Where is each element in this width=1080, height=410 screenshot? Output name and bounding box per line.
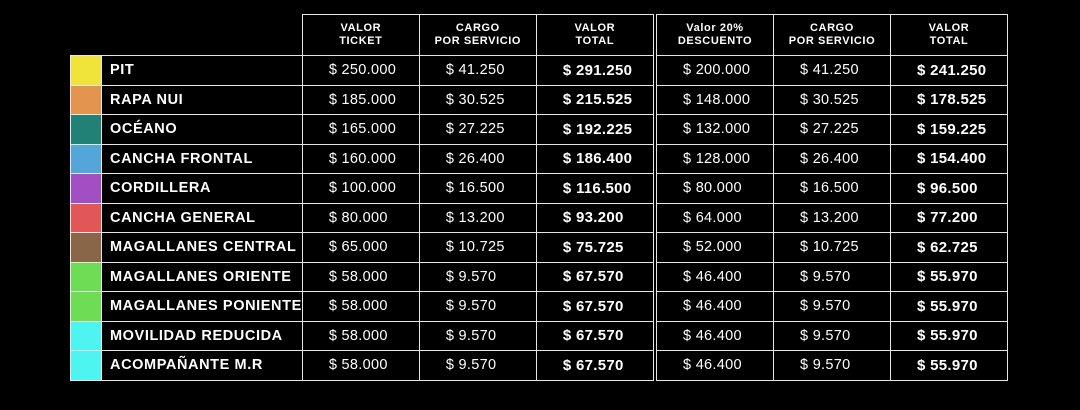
discount-price: $ 46.400 [657, 292, 774, 322]
zone-color-swatch [71, 115, 102, 145]
zone-name: CANCHA GENERAL [102, 203, 303, 233]
zone-color-swatch [71, 351, 102, 381]
price-table-left [70, 14, 654, 381]
zone-name: PIT [102, 56, 303, 86]
total-price-discount: $ 55.970 [891, 262, 1008, 292]
zone-color-swatch [71, 85, 102, 115]
total-price-discount: $ 154.400 [891, 144, 1008, 174]
service-charge-discount: $ 41.250 [774, 56, 891, 86]
service-charge-discount: $ 9.570 [774, 262, 891, 292]
table-row [71, 174, 654, 204]
total-price: $ 215.525 [536, 85, 653, 115]
discount-price: $ 46.400 [657, 262, 774, 292]
discount-price: $ 46.400 [657, 351, 774, 381]
header-valor-descuento: Valor 20% DESCUENTO [657, 15, 774, 56]
table-row [71, 56, 654, 86]
ticket-price: $ 65.000 [302, 233, 419, 263]
ticket-price: $ 250.000 [302, 56, 419, 86]
service-charge-discount: $ 27.225 [774, 115, 891, 145]
table-row [71, 292, 654, 322]
discount-price: $ 64.000 [657, 203, 774, 233]
discount-price: $ 132.000 [657, 115, 774, 145]
zone-color-swatch [71, 321, 102, 351]
ticket-price: $ 185.000 [302, 85, 419, 115]
total-price-discount: $ 55.970 [891, 351, 1008, 381]
ticket-price: $ 80.000 [302, 203, 419, 233]
discount-price: $ 80.000 [657, 174, 774, 204]
total-price: $ 291.250 [536, 56, 653, 86]
total-price-discount: $ 159.225 [891, 115, 1008, 145]
table-row [657, 144, 1008, 174]
table-row [657, 262, 1008, 292]
zone-name: MOVILIDAD REDUCIDA [102, 321, 303, 351]
table-row [71, 321, 654, 351]
table-row [71, 203, 654, 233]
total-price: $ 116.500 [536, 174, 653, 204]
ticket-price: $ 58.000 [302, 351, 419, 381]
zone-name: MAGALLANES CENTRAL [102, 233, 303, 263]
service-charge: $ 9.570 [419, 292, 536, 322]
zone-name: OCÉANO [102, 115, 303, 145]
total-price: $ 186.400 [536, 144, 653, 174]
ticket-price: $ 58.000 [302, 262, 419, 292]
service-charge: $ 13.200 [419, 203, 536, 233]
zone-name: CANCHA FRONTAL [102, 144, 303, 174]
zone-name: MAGALLANES PONIENTE [102, 292, 303, 322]
header-cargo-servicio-descuento: CARGO POR SERVICIO [774, 15, 891, 56]
zone-name: CORDILLERA [102, 174, 303, 204]
discount-price: $ 148.000 [657, 85, 774, 115]
total-price: $ 67.570 [536, 321, 653, 351]
table-row [71, 144, 654, 174]
service-charge-discount: $ 30.525 [774, 85, 891, 115]
service-charge: $ 30.525 [419, 85, 536, 115]
service-charge: $ 9.570 [419, 321, 536, 351]
header-valor-ticket: VALOR TICKET [302, 15, 419, 56]
ticket-price: $ 160.000 [302, 144, 419, 174]
header-valor-total-descuento: VALOR TOTAL [891, 15, 1008, 56]
discount-price: $ 200.000 [657, 56, 774, 86]
total-price: $ 67.570 [536, 262, 653, 292]
price-table-right [656, 14, 1008, 381]
discount-price: $ 46.400 [657, 321, 774, 351]
ticket-price: $ 165.000 [302, 115, 419, 145]
service-charge: $ 41.250 [419, 56, 536, 86]
total-price-discount: $ 62.725 [891, 233, 1008, 263]
service-charge-discount: $ 26.400 [774, 144, 891, 174]
table-row [657, 321, 1008, 351]
zone-color-swatch [71, 233, 102, 263]
service-charge: $ 10.725 [419, 233, 536, 263]
zone-color-swatch [71, 262, 102, 292]
total-price-discount: $ 241.250 [891, 56, 1008, 86]
blank-header [71, 15, 102, 56]
table-row [71, 262, 654, 292]
table-row [71, 85, 654, 115]
service-charge: $ 27.225 [419, 115, 536, 145]
service-charge-discount: $ 16.500 [774, 174, 891, 204]
header-cargo-servicio: CARGO POR SERVICIO [419, 15, 536, 56]
table-row [71, 233, 654, 263]
total-price: $ 67.570 [536, 292, 653, 322]
zone-color-swatch [71, 174, 102, 204]
total-price-discount: $ 96.500 [891, 174, 1008, 204]
total-price-discount: $ 55.970 [891, 321, 1008, 351]
table-row [657, 85, 1008, 115]
discount-price: $ 52.000 [657, 233, 774, 263]
service-charge: $ 16.500 [419, 174, 536, 204]
service-charge-discount: $ 13.200 [774, 203, 891, 233]
ticket-price: $ 58.000 [302, 292, 419, 322]
total-price-discount: $ 77.200 [891, 203, 1008, 233]
service-charge-discount: $ 9.570 [774, 321, 891, 351]
table-row [71, 115, 654, 145]
ticket-price: $ 58.000 [302, 321, 419, 351]
table-row [657, 56, 1008, 86]
table-row [71, 351, 654, 381]
header-row [657, 15, 1008, 56]
table-row [657, 351, 1008, 381]
total-price: $ 67.570 [536, 351, 653, 381]
zone-color-swatch [71, 203, 102, 233]
total-price: $ 75.725 [536, 233, 653, 263]
table-row [657, 292, 1008, 322]
service-charge: $ 9.570 [419, 262, 536, 292]
total-price-discount: $ 55.970 [891, 292, 1008, 322]
blank-header [102, 15, 303, 56]
discount-price: $ 128.000 [657, 144, 774, 174]
table-row [657, 203, 1008, 233]
zone-color-swatch [71, 292, 102, 322]
table-row [657, 174, 1008, 204]
service-charge-discount: $ 9.570 [774, 351, 891, 381]
zone-color-swatch [71, 144, 102, 174]
zone-name: MAGALLANES ORIENTE [102, 262, 303, 292]
service-charge-discount: $ 10.725 [774, 233, 891, 263]
service-charge: $ 9.570 [419, 351, 536, 381]
total-price-discount: $ 178.525 [891, 85, 1008, 115]
ticket-price: $ 100.000 [302, 174, 419, 204]
table-row [657, 233, 1008, 263]
service-charge: $ 26.400 [419, 144, 536, 174]
total-price: $ 192.225 [536, 115, 653, 145]
zone-name: ACOMPAÑANTE M.R [102, 351, 303, 381]
header-valor-total: VALOR TOTAL [536, 15, 653, 56]
zone-color-swatch [71, 56, 102, 86]
header-row [71, 15, 654, 56]
service-charge-discount: $ 9.570 [774, 292, 891, 322]
zone-name: RAPA NUI [102, 85, 303, 115]
total-price: $ 93.200 [536, 203, 653, 233]
table-row [657, 115, 1008, 145]
